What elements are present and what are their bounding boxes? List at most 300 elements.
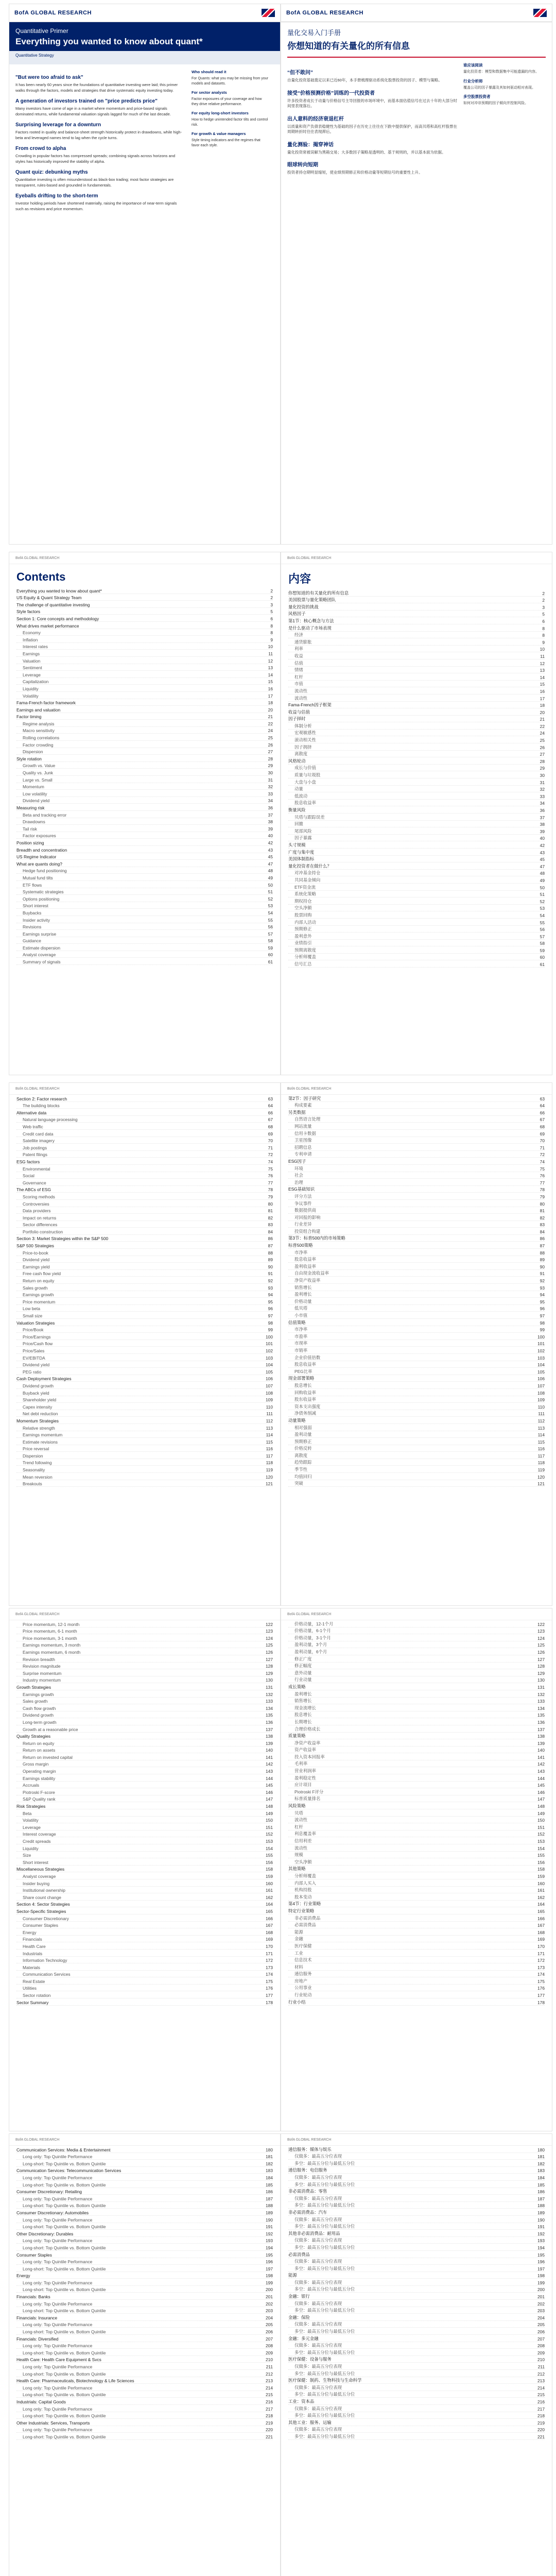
toc-entry[interactable] — [16, 930, 273, 937]
toc-entry[interactable] — [288, 2230, 545, 2237]
toc-entry[interactable] — [16, 636, 273, 643]
toc-entry[interactable] — [288, 1116, 545, 1123]
toc-entry[interactable] — [16, 1795, 273, 1803]
toc-entry[interactable] — [16, 1893, 273, 1901]
toc-entry[interactable] — [16, 769, 273, 776]
toc-entry[interactable] — [288, 2265, 545, 2272]
toc-entry[interactable] — [16, 1858, 273, 1866]
toc-entry[interactable] — [288, 1144, 545, 1151]
toc-entry[interactable] — [288, 1782, 545, 1789]
toc-entry[interactable] — [16, 1424, 273, 1431]
toc-entry[interactable] — [16, 2153, 273, 2160]
toc-entry[interactable] — [288, 1760, 545, 1768]
toc-entry[interactable] — [288, 1375, 545, 1382]
toc-entry[interactable] — [288, 933, 545, 940]
toc-entry[interactable] — [16, 832, 273, 839]
toc-entry[interactable] — [288, 736, 545, 743]
toc-entry[interactable] — [288, 2272, 545, 2279]
toc-entry[interactable] — [16, 1207, 273, 1214]
toc-entry[interactable] — [16, 811, 273, 818]
toc-entry[interactable] — [288, 1242, 545, 1249]
toc-entry[interactable] — [288, 2293, 545, 2300]
toc-entry[interactable] — [16, 2314, 273, 2321]
toc-entry[interactable] — [288, 2363, 545, 2370]
toc-entry[interactable] — [16, 1718, 273, 1725]
toc-entry[interactable] — [16, 657, 273, 664]
toc-entry[interactable] — [16, 2293, 273, 2300]
toc-entry[interactable] — [288, 2419, 545, 2426]
toc-entry[interactable] — [288, 862, 545, 870]
toc-entry[interactable] — [16, 846, 273, 853]
toc-entry[interactable] — [16, 1480, 273, 1487]
toc-entry[interactable] — [288, 1809, 545, 1817]
toc-entry[interactable] — [16, 1620, 273, 1628]
toc-entry[interactable] — [288, 2188, 545, 2195]
toc-entry[interactable] — [16, 958, 273, 965]
toc-entry[interactable] — [16, 2209, 273, 2216]
toc-entry[interactable] — [288, 1277, 545, 1284]
toc-entry[interactable] — [288, 2377, 545, 2384]
toc-entry[interactable] — [16, 1333, 273, 1340]
toc-entry[interactable] — [288, 870, 545, 877]
toc-entry[interactable] — [288, 800, 545, 807]
toc-entry[interactable] — [16, 1991, 273, 1998]
toc-entry[interactable] — [288, 2160, 545, 2167]
toc-entry[interactable] — [288, 730, 545, 737]
toc-entry[interactable] — [16, 678, 273, 685]
toc-entry[interactable] — [16, 2377, 273, 2384]
toc-entry[interactable] — [288, 2314, 545, 2321]
toc-entry[interactable] — [16, 909, 273, 916]
toc-entry[interactable] — [288, 911, 545, 919]
toc-entry[interactable] — [16, 2349, 273, 2356]
toc-entry[interactable] — [16, 1852, 273, 1859]
toc-entry[interactable] — [288, 2307, 545, 2314]
toc-entry[interactable] — [16, 1382, 273, 1389]
toc-entry[interactable] — [16, 2300, 273, 2307]
toc-entry[interactable] — [288, 1158, 545, 1165]
toc-entry[interactable] — [288, 1718, 545, 1725]
toc-entry[interactable] — [16, 1389, 273, 1396]
toc-entry[interactable] — [16, 853, 273, 860]
toc-entry[interactable] — [288, 2167, 545, 2174]
toc-entry[interactable] — [16, 2251, 273, 2258]
toc-entry[interactable] — [16, 699, 273, 706]
toc-entry[interactable] — [288, 1753, 545, 1760]
toc-entry[interactable] — [288, 2181, 545, 2188]
toc-entry[interactable] — [16, 1971, 273, 1978]
toc-entry[interactable] — [288, 2223, 545, 2230]
toc-entry[interactable] — [16, 2426, 273, 2433]
toc-entry[interactable] — [288, 1831, 545, 1838]
toc-entry[interactable] — [288, 1249, 545, 1256]
toc-entry[interactable] — [288, 1747, 545, 1754]
toc-entry[interactable] — [288, 673, 545, 681]
toc-entry[interactable] — [288, 1172, 545, 1179]
toc-entry[interactable] — [288, 1676, 545, 1684]
toc-entry[interactable] — [16, 1186, 273, 1193]
toc-entry[interactable] — [288, 2356, 545, 2363]
toc-entry[interactable] — [288, 856, 545, 863]
toc-entry[interactable] — [288, 1445, 545, 1452]
toc-entry[interactable] — [16, 1256, 273, 1263]
toc-entry[interactable] — [288, 597, 545, 604]
toc-entry[interactable] — [16, 587, 273, 594]
toc-entry[interactable] — [288, 1928, 545, 1936]
toc-entry[interactable] — [16, 790, 273, 797]
toc-entry[interactable] — [16, 2335, 273, 2342]
toc-entry[interactable] — [16, 860, 273, 867]
toc-entry[interactable] — [288, 2174, 545, 2181]
toc-entry[interactable] — [288, 1410, 545, 1417]
toc-entry[interactable] — [288, 1858, 545, 1866]
toc-entry[interactable] — [16, 2160, 273, 2167]
toc-entry[interactable] — [16, 1452, 273, 1459]
toc-entry[interactable] — [288, 1319, 545, 1326]
toc-entry[interactable] — [16, 1228, 273, 1235]
toc-entry[interactable] — [288, 1767, 545, 1774]
toc-entry[interactable] — [16, 720, 273, 727]
toc-entry[interactable] — [16, 1936, 273, 1943]
toc-entry[interactable] — [16, 937, 273, 944]
toc-entry[interactable] — [16, 1340, 273, 1347]
toc-entry[interactable] — [288, 1284, 545, 1291]
toc-entry[interactable] — [288, 792, 545, 800]
toc-entry[interactable] — [288, 1263, 545, 1270]
toc-entry[interactable] — [288, 1669, 545, 1676]
toc-entry[interactable] — [16, 1760, 273, 1768]
toc-entry[interactable] — [16, 1235, 273, 1242]
toc-entry[interactable] — [16, 2321, 273, 2328]
toc-entry[interactable] — [288, 638, 545, 646]
toc-entry[interactable] — [16, 797, 273, 804]
toc-entry[interactable] — [16, 2195, 273, 2202]
toc-entry[interactable] — [288, 1950, 545, 1957]
toc-entry[interactable] — [288, 1452, 545, 1459]
toc-entry[interactable] — [16, 1151, 273, 1158]
toc-entry[interactable] — [16, 2328, 273, 2335]
toc-entry[interactable] — [16, 1711, 273, 1719]
toc-entry[interactable] — [16, 1200, 273, 1207]
toc-entry[interactable] — [288, 905, 545, 912]
toc-entry[interactable] — [16, 1179, 273, 1186]
toc-entry[interactable] — [16, 867, 273, 874]
toc-entry[interactable] — [288, 1817, 545, 1824]
toc-entry[interactable] — [288, 2195, 545, 2202]
toc-entry[interactable] — [288, 1109, 545, 1116]
toc-entry[interactable] — [16, 818, 273, 825]
toc-entry[interactable] — [16, 1116, 273, 1123]
toc-entry[interactable] — [16, 692, 273, 699]
toc-entry[interactable] — [288, 2237, 545, 2244]
toc-entry[interactable] — [288, 1102, 545, 1109]
toc-entry[interactable] — [288, 2146, 545, 2153]
toc-entry[interactable] — [16, 1698, 273, 1705]
toc-entry[interactable] — [288, 694, 545, 702]
toc-entry[interactable] — [16, 1354, 273, 1361]
toc-entry[interactable] — [288, 841, 545, 849]
toc-entry[interactable] — [16, 1963, 273, 1971]
toc-entry[interactable] — [16, 2237, 273, 2244]
toc-entry[interactable] — [16, 1375, 273, 1382]
toc-entry[interactable] — [16, 1361, 273, 1368]
toc-entry[interactable] — [288, 1704, 545, 1711]
toc-entry[interactable] — [288, 624, 545, 632]
toc-entry[interactable] — [16, 664, 273, 671]
toc-entry[interactable] — [288, 1872, 545, 1879]
toc-entry[interactable] — [288, 2335, 545, 2342]
toc-entry[interactable] — [16, 1922, 273, 1929]
toc-entry[interactable] — [16, 1739, 273, 1747]
toc-entry[interactable] — [288, 667, 545, 674]
toc-entry[interactable] — [16, 1837, 273, 1844]
toc-entry[interactable] — [16, 2146, 273, 2153]
toc-entry[interactable] — [288, 681, 545, 688]
toc-entry[interactable] — [288, 617, 545, 624]
toc-entry[interactable] — [16, 951, 273, 958]
toc-entry[interactable] — [16, 825, 273, 832]
toc-entry[interactable] — [16, 1368, 273, 1375]
toc-entry[interactable] — [16, 839, 273, 846]
toc-entry[interactable] — [288, 1663, 545, 1670]
toc-entry[interactable] — [16, 755, 273, 762]
toc-entry[interactable] — [16, 895, 273, 902]
toc-entry[interactable] — [16, 1928, 273, 1936]
toc-entry[interactable] — [288, 2300, 545, 2307]
toc-entry[interactable] — [288, 1634, 545, 1641]
toc-entry[interactable] — [288, 891, 545, 898]
toc-entry[interactable] — [16, 1733, 273, 1740]
toc-entry[interactable] — [16, 1914, 273, 1922]
toc-entry[interactable] — [16, 2223, 273, 2230]
toc-entry[interactable] — [16, 888, 273, 895]
toc-entry[interactable] — [288, 1333, 545, 1340]
toc-entry[interactable] — [288, 2342, 545, 2349]
toc-entry[interactable] — [16, 776, 273, 783]
toc-entry[interactable] — [288, 1473, 545, 1480]
toc-entry[interactable] — [288, 611, 545, 618]
toc-entry[interactable] — [288, 1844, 545, 1852]
toc-entry[interactable] — [16, 1844, 273, 1852]
toc-entry[interactable] — [288, 757, 545, 765]
toc-entry[interactable] — [16, 727, 273, 734]
toc-entry[interactable] — [288, 1382, 545, 1389]
toc-entry[interactable] — [288, 1683, 545, 1690]
toc-entry[interactable] — [16, 1683, 273, 1690]
toc-entry[interactable] — [16, 1985, 273, 1992]
toc-entry[interactable] — [16, 1347, 273, 1354]
toc-entry[interactable] — [16, 643, 273, 650]
toc-entry[interactable] — [288, 1725, 545, 1733]
toc-entry[interactable] — [288, 632, 545, 639]
toc-entry[interactable] — [288, 1200, 545, 1207]
toc-entry[interactable] — [16, 923, 273, 930]
toc-entry[interactable] — [16, 916, 273, 923]
toc-entry[interactable] — [16, 902, 273, 909]
toc-entry[interactable] — [288, 1739, 545, 1747]
toc-entry[interactable] — [288, 1123, 545, 1130]
toc-entry[interactable] — [16, 1095, 273, 1102]
toc-entry[interactable] — [16, 1438, 273, 1445]
toc-entry[interactable] — [16, 1788, 273, 1795]
toc-entry[interactable] — [288, 1221, 545, 1228]
toc-entry[interactable] — [288, 1774, 545, 1782]
toc-entry[interactable] — [16, 1242, 273, 1249]
toc-entry[interactable] — [288, 1690, 545, 1698]
toc-entry[interactable] — [16, 2398, 273, 2405]
toc-entry[interactable] — [16, 1263, 273, 1270]
toc-entry[interactable] — [16, 1690, 273, 1698]
toc-entry[interactable] — [16, 734, 273, 741]
toc-entry[interactable] — [16, 1459, 273, 1466]
toc-entry[interactable] — [288, 1942, 545, 1950]
toc-entry[interactable] — [16, 1298, 273, 1305]
toc-entry[interactable] — [288, 1270, 545, 1277]
toc-entry[interactable] — [16, 1866, 273, 1873]
toc-entry[interactable] — [288, 1417, 545, 1424]
toc-entry[interactable] — [16, 2230, 273, 2237]
toc-entry[interactable] — [16, 1817, 273, 1824]
toc-entry[interactable] — [16, 2286, 273, 2293]
toc-entry[interactable] — [16, 2265, 273, 2272]
toc-entry[interactable] — [288, 806, 545, 814]
toc-entry[interactable] — [16, 1809, 273, 1817]
toc-entry[interactable] — [16, 629, 273, 636]
toc-entry[interactable] — [16, 783, 273, 790]
toc-entry[interactable] — [16, 2356, 273, 2363]
toc-entry[interactable] — [16, 650, 273, 657]
toc-entry[interactable] — [16, 706, 273, 713]
toc-entry[interactable] — [288, 708, 545, 716]
toc-entry[interactable] — [16, 748, 273, 755]
toc-entry[interactable] — [288, 1823, 545, 1831]
toc-entry[interactable] — [288, 2370, 545, 2377]
toc-entry[interactable] — [288, 786, 545, 793]
toc-entry[interactable] — [288, 2286, 545, 2293]
toc-entry[interactable] — [16, 608, 273, 615]
toc-entry[interactable] — [288, 1641, 545, 1649]
toc-entry[interactable] — [288, 778, 545, 786]
toc-entry[interactable] — [288, 897, 545, 905]
toc-entry[interactable] — [288, 1179, 545, 1186]
toc-entry[interactable] — [16, 1872, 273, 1879]
toc-entry[interactable] — [16, 1879, 273, 1887]
toc-entry[interactable] — [288, 1985, 545, 1992]
toc-entry[interactable] — [16, 881, 273, 888]
toc-entry[interactable] — [288, 1424, 545, 1431]
toc-entry[interactable] — [16, 1326, 273, 1333]
toc-entry[interactable] — [16, 2419, 273, 2426]
toc-entry[interactable] — [288, 2384, 545, 2391]
toc-entry[interactable] — [16, 1473, 273, 1480]
toc-entry[interactable] — [16, 1221, 273, 1228]
toc-entry[interactable] — [288, 2202, 545, 2209]
toc-entry[interactable] — [288, 2279, 545, 2286]
toc-entry[interactable] — [16, 1410, 273, 1417]
toc-entry[interactable] — [288, 765, 545, 772]
toc-entry[interactable] — [16, 1823, 273, 1831]
toc-entry[interactable] — [288, 1130, 545, 1137]
toc-entry[interactable] — [16, 1158, 273, 1165]
toc-entry[interactable] — [16, 1109, 273, 1116]
toc-entry[interactable] — [16, 2307, 273, 2314]
toc-entry[interactable] — [16, 2405, 273, 2412]
toc-entry[interactable] — [16, 2363, 273, 2370]
toc-entry[interactable] — [16, 1305, 273, 1312]
toc-entry[interactable] — [16, 594, 273, 601]
toc-entry[interactable] — [16, 1648, 273, 1655]
toc-entry[interactable] — [16, 1901, 273, 1908]
toc-entry[interactable] — [288, 827, 545, 835]
toc-entry[interactable] — [288, 1228, 545, 1235]
toc-entry[interactable] — [288, 1802, 545, 1809]
toc-entry[interactable] — [288, 1312, 545, 1319]
toc-entry[interactable] — [288, 1711, 545, 1719]
toc-entry[interactable] — [288, 1620, 545, 1628]
toc-entry[interactable] — [288, 1957, 545, 1964]
toc-entry[interactable] — [16, 2272, 273, 2279]
toc-entry[interactable] — [288, 2391, 545, 2398]
toc-entry[interactable] — [288, 1480, 545, 1487]
toc-entry[interactable] — [16, 1396, 273, 1403]
toc-entry[interactable] — [288, 1698, 545, 1705]
toc-entry[interactable] — [288, 1347, 545, 1354]
toc-entry[interactable] — [288, 1438, 545, 1445]
toc-entry[interactable] — [16, 1137, 273, 1144]
toc-entry[interactable] — [288, 919, 545, 926]
toc-entry[interactable] — [16, 1747, 273, 1754]
toc-entry[interactable] — [16, 1831, 273, 1838]
toc-entry[interactable] — [288, 2412, 545, 2419]
toc-entry[interactable] — [16, 1193, 273, 1200]
toc-entry[interactable] — [16, 1767, 273, 1774]
toc-entry[interactable] — [288, 1403, 545, 1410]
toc-entry[interactable] — [16, 1284, 273, 1291]
toc-entry[interactable] — [288, 1733, 545, 1740]
toc-entry[interactable] — [288, 2321, 545, 2328]
toc-entry[interactable] — [16, 2181, 273, 2188]
toc-entry[interactable] — [288, 1256, 545, 1263]
toc-entry[interactable] — [16, 2279, 273, 2286]
toc-entry[interactable] — [288, 1340, 545, 1347]
toc-entry[interactable] — [288, 876, 545, 884]
toc-entry[interactable] — [16, 1977, 273, 1985]
toc-entry[interactable] — [288, 1866, 545, 1873]
toc-entry[interactable] — [16, 2412, 273, 2419]
toc-entry[interactable] — [16, 1249, 273, 1256]
toc-entry[interactable] — [288, 1977, 545, 1985]
toc-entry[interactable] — [288, 652, 545, 659]
toc-entry[interactable] — [16, 1782, 273, 1789]
toc-entry[interactable] — [288, 1214, 545, 1221]
toc-entry[interactable] — [16, 1725, 273, 1733]
toc-entry[interactable] — [16, 741, 273, 748]
toc-entry[interactable] — [288, 2153, 545, 2160]
toc-entry[interactable] — [288, 603, 545, 611]
toc-entry[interactable] — [288, 1936, 545, 1943]
toc-entry[interactable] — [16, 1123, 273, 1130]
toc-entry[interactable] — [288, 1326, 545, 1333]
toc-entry[interactable] — [16, 1676, 273, 1684]
toc-entry[interactable] — [16, 1774, 273, 1782]
toc-entry[interactable] — [16, 2216, 273, 2223]
toc-entry[interactable] — [288, 1963, 545, 1971]
toc-entry[interactable] — [288, 1431, 545, 1438]
toc-entry[interactable] — [288, 821, 545, 828]
toc-entry[interactable] — [288, 1396, 545, 1403]
toc-entry[interactable] — [288, 1291, 545, 1298]
toc-entry[interactable] — [16, 1669, 273, 1676]
